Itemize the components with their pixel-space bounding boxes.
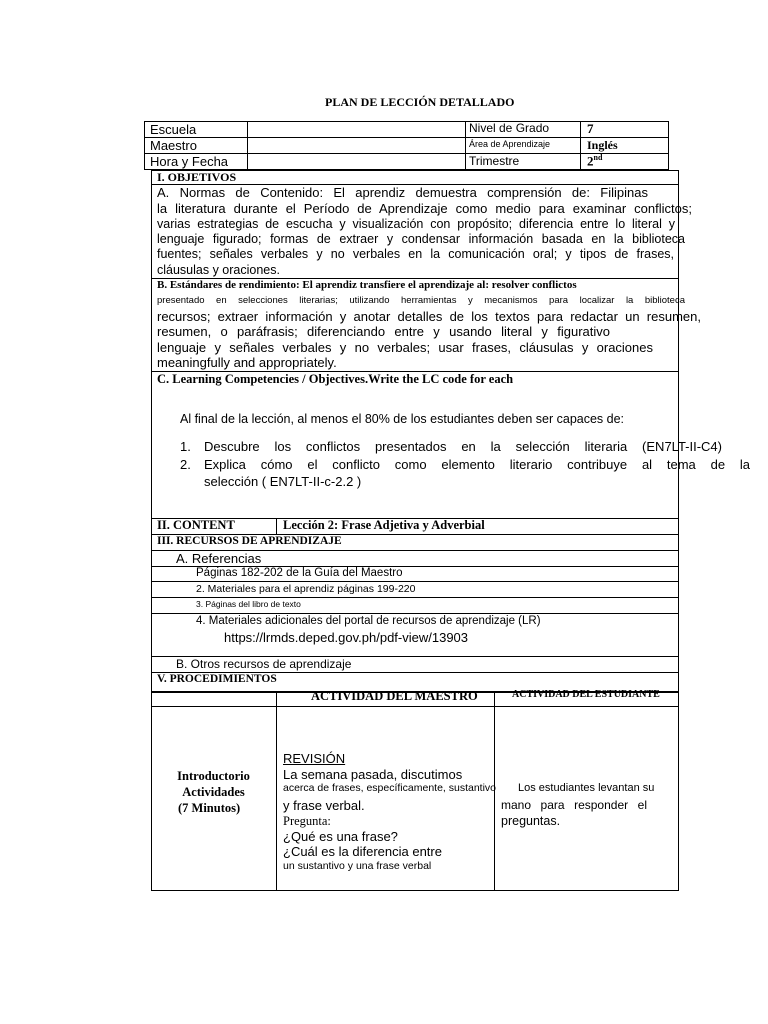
competency-number: 2. [180,457,191,472]
escuela-label: Escuela [150,122,197,137]
performance-standards-line: resumen, o paráfrasis; diferenciando entre y usando literal y figurativo [157,324,610,339]
procedimientos-heading: V. PROCEDIMIENTOS [157,673,277,685]
page-title: PLAN DE LECCIÓN DETALLADO [325,95,515,109]
teacher-question: ¿Qué es una frase? [283,829,398,844]
competency-number: 1. [180,439,191,454]
objetivos-heading: I. OBJETIVOS [157,170,237,184]
procedure-row-label [152,768,275,816]
content-standards-line: varias estrategias de escucha y visualización con propósito; diferencia entre lo literal y [157,217,675,231]
materiales-aprendiz-ref: 2. Materiales para el aprendiz páginas 199-220 [196,583,416,595]
content-standards-line: cláusulas y oraciones. [157,263,280,277]
maestro-label: Maestro [150,138,197,153]
teacher-question: un sustantivo y una frase verbal [283,860,432,872]
performance-standards-line: lenguaje y señales verbales y no verbales; usar frases, cláusulas y oraciones [157,340,653,355]
performance-standards-heading: B. Estándares de rendimiento: El aprendiz transfiere el aprendizaje al: resolver conflictos [157,279,577,291]
content-standards-line: lenguaje figurado; formas de extraer y condensar información basada en la biblioteca [157,232,685,246]
maestro-column-header: ACTIVIDAD DEL MAESTRO [311,689,478,703]
performance-standards-line: recursos; extraer información y anotar detalles de los textos para redactar un resumen, [157,309,701,324]
competency-item: selección ( EN7LT-II-c-2.2 ) [204,474,362,489]
referencias-label: A. Referencias [176,551,262,566]
competency-item: Descubre los conflictos presentados en la selección literaria (EN7LT-II-C4) [204,439,722,454]
trimestre-superscript: nd [593,153,603,162]
performance-standards-line: meaningfully and appropriately. [157,355,337,370]
pregunta-label: Pregunta: [283,814,331,828]
teacher-question: ¿Cuál es la diferencia entre [283,844,442,859]
teacher-text-line: La semana pasada, discutimos [283,767,463,782]
teacher-text-line: acerca de frases, específicamente, sustantivo [283,782,497,794]
content-value: Lección 2: Frase Adjetiva y Adverbial [283,518,485,532]
hora-fecha-label: Hora y Fecha [150,154,229,169]
nivel-grado-value: 7 [587,121,594,136]
trimestre-value: 2nd [587,153,603,169]
learning-competencies-intro: Al final de la lección, al menos el 80% de los estudiantes deben ser capaces de: [180,412,625,426]
area-value: Inglés [587,138,618,152]
otros-recursos-label: B. Otros recursos de aprendizaje [176,657,352,671]
nivel-grado-label: Nivel de Grado [469,121,550,135]
trimestre-label: Trimestre [469,154,520,168]
recursos-heading: III. RECURSOS DE APRENDIZAJE [157,535,342,547]
content-standards-line: A. Normas de Contenido: El aprendiz demuestra comprensión de: Filipinas [157,185,648,200]
materiales-adicionales-ref: 4. Materiales adicionales del portal de recursos de aprendizaje (LR) [196,615,541,627]
content-label: II. CONTENT [157,518,235,532]
estudiante-column-header: ACTIVIDAD DEL ESTUDIANTE [512,689,660,700]
libro-texto-ref: 3. Páginas del libro de texto [196,599,301,609]
procedure-row-label-line: (7 Minutos) [178,801,241,815]
student-text-line: preguntas. [501,814,561,828]
guia-maestro-ref: Páginas 182-202 de la Guía del Maestro [196,567,403,579]
learning-competencies-heading: C. Learning Competencies / Objectives.Write the LC code for each [157,372,514,386]
student-text-line: mano para responder el [501,798,647,812]
area-aprendizaje-label: Área de Aprendizaje [469,139,551,149]
student-text-line: Los estudiantes levantan su [518,782,655,794]
procedure-row-label-line: Actividades [182,785,245,799]
teacher-text-line: y frase verbal. [283,798,365,813]
revision-label: REVISIÓN [283,751,346,766]
content-standards-line: la literatura durante el Período de Aprendizaje como medio para examinar conflictos; [157,201,692,216]
competency-item: Explica cómo el conflicto como elemento literario contribuye al tema de la [204,457,750,472]
performance-standards-line: presentado en selecciones literarias; utilizando herramientas y mecanismos para localizar la biblioteca [157,295,685,306]
content-standards-line: fuentes; señales verbales y no verbales en la comunicación oral; y tipos de frases, [157,247,674,261]
procedure-row-label-line: Introductorio [177,769,250,783]
lr-portal-link[interactable]: https://lrmds.deped.gov.ph/pdf-view/13903 [224,630,469,645]
